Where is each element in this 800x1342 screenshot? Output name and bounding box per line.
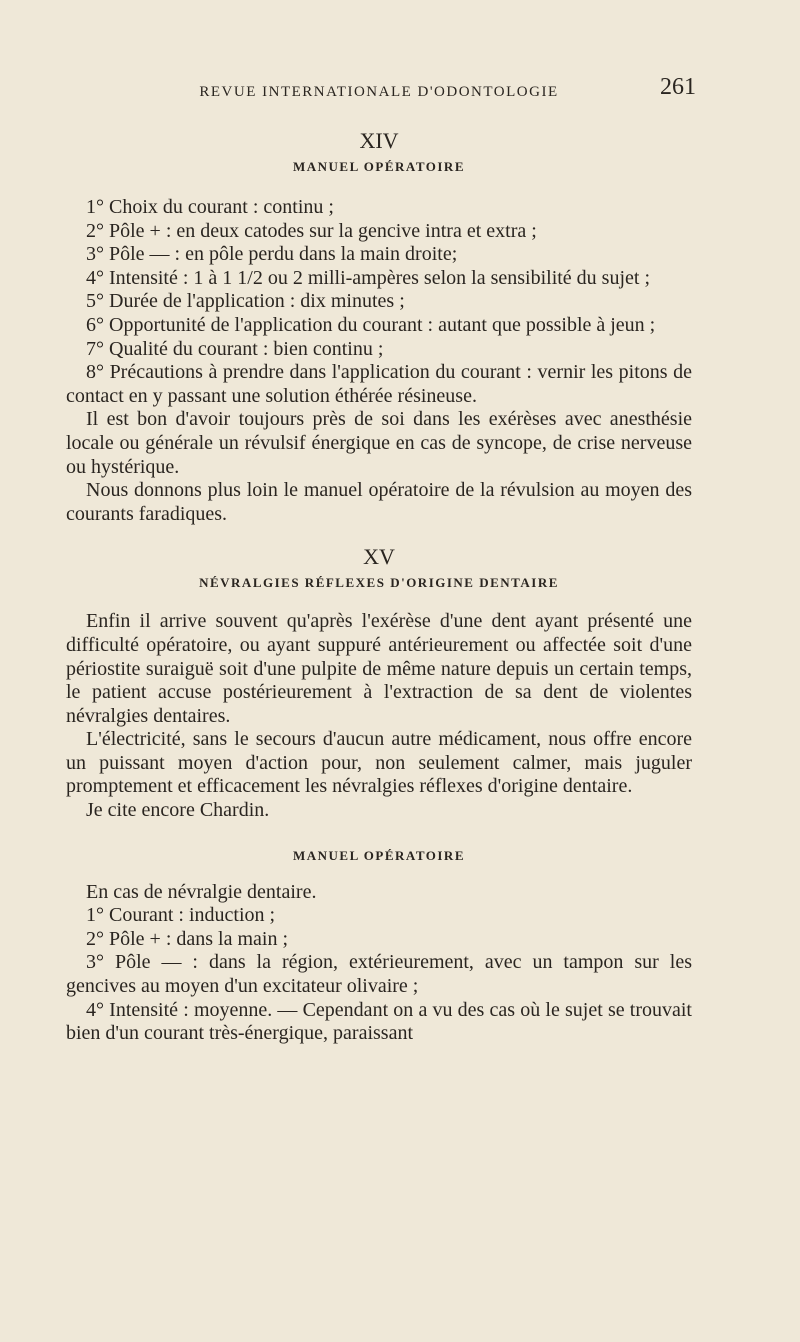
procedure-line: 3° Pôle — : dans la région, extérieurement, avec un tampon sur les gencives au moyen d'un excitateur olivaire ; <box>66 951 692 998</box>
paragraph: Nous donnons plus loin le manuel opératoire de la révulsion au moyen des courants faradiques. <box>66 479 692 525</box>
paragraph: 6° Opportunité de l'application du courant : autant que possible à jeun ; <box>86 313 656 336</box>
running-title: REVUE INTERNATIONALE D'ODONTOLOGIE <box>199 84 559 100</box>
paragraph: L'électricité, sans le secours d'aucun autre médicament, nous offre encore un puissant moyen d'action pour, non seulement calmer, mais juguler promptement et efficacement les névralgies réflexes d'origine dentaire. <box>66 728 692 798</box>
paragraph: Il est bon d'avoir toujours près de soi dans les exérèses avec anesthésie locale ou générale un révulsif énergique en cas de syncope, de crise nerveuse ou hystérique. <box>66 408 692 478</box>
paragraph: Enfin il arrive souvent qu'après l'exérèse d'une dent ayant présenté une difficulté opératoire, ou ayant suppuré antérieurement ou affectée soit d'une périostite suraiguë soit d'une pulpite de même nature depuis un certain temps, le patient accuse postérieurement à l'extraction de sa dent de violentes névralgies dentaires. <box>66 610 692 727</box>
running-head <box>66 74 696 104</box>
paragraph: 3° Pôle — : en pôle perdu dans la main droite; <box>86 243 458 266</box>
procedure-line: 4° Intensité : moyenne. — Cependant on a vu des cas où le sujet se trouvait bien d'un courant très-énergique, paraissant <box>66 998 692 1045</box>
paragraph: Je cite encore Chardin. <box>86 799 270 822</box>
paragraph: 7° Qualité du courant : bien continu ; <box>86 337 384 360</box>
paragraph: 4° Intensité : 1 à 1 1/2 ou 2 milli-ampères selon la sensibilité du sujet ; <box>86 266 651 289</box>
paragraph: 5° Durée de l'application : dix minutes ; <box>86 290 405 313</box>
procedure-line: 2° Pôle + : dans la main ; <box>86 927 289 950</box>
section-subtitle: NÉVRALGIES RÉFLEXES D'ORIGINE DENTAIRE <box>199 575 559 591</box>
procedure-line: 1° Courant : induction ; <box>86 904 276 927</box>
page-number: 261 <box>660 74 696 100</box>
procedure-line: En cas de névralgie dentaire. <box>86 880 317 903</box>
paragraph: 1° Choix du courant : continu ; <box>86 196 334 218</box>
paragraph: 8° Précautions à prendre dans l'application du courant : vernir les pitons de contact en y passant une solution éthérée résineuse. <box>66 361 692 407</box>
paragraph: 2° Pôle + : en deux catodes sur la gencive intra et extra ; <box>86 219 537 242</box>
page-body <box>66 126 692 1046</box>
subheading: MANUEL OPÉRATOIRE <box>292 847 465 863</box>
section-number: XIV <box>359 128 399 153</box>
section-subtitle: MANUEL OPÉRATOIRE <box>292 159 465 174</box>
section-number: XV <box>363 544 395 570</box>
